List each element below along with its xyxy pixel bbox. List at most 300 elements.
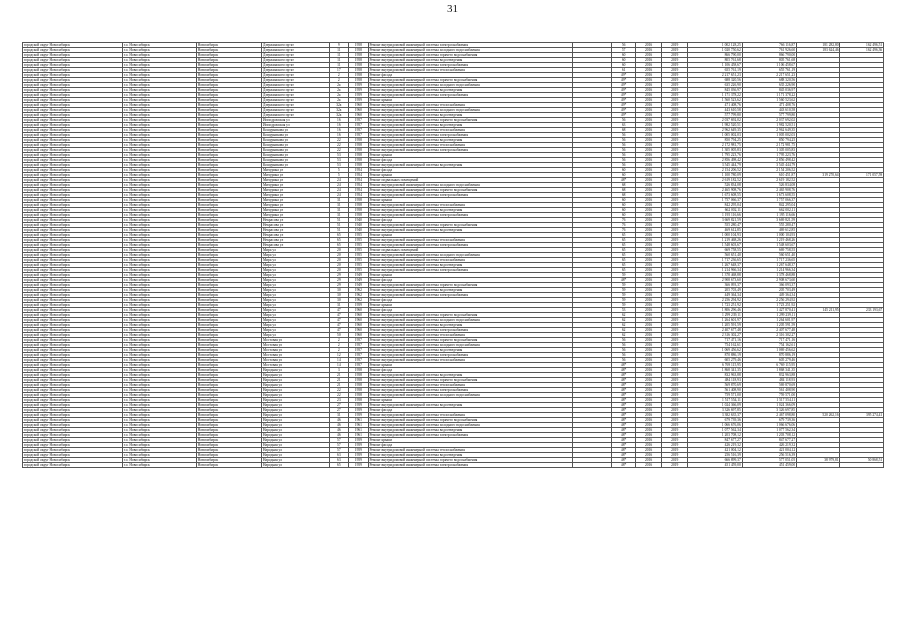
fund-cost-cell: 1 005 002,03 [742, 133, 796, 138]
end-year-cell: 2019 [662, 183, 688, 188]
year-cell: 1961 [349, 423, 369, 428]
start-year-cell: 2016 [636, 308, 662, 313]
local-cost-cell: 50 868,51 [840, 458, 884, 463]
district-cell: г.о. Новосибирск [123, 443, 197, 448]
wear-cell: 56 [612, 163, 636, 168]
district-cell: г.о. Новосибирск [123, 398, 197, 403]
fund-cost-cell: 1 982 520,51 [742, 123, 796, 128]
total-cost-cell: 421 004,12 [688, 448, 742, 453]
house-number-cell: 27 [329, 403, 349, 408]
city-cell: Новосибирск [196, 138, 261, 143]
district-cell: г.о. Новосибирск [123, 328, 197, 333]
start-year-cell: 2016 [636, 48, 662, 53]
street-cell: Народная ул [262, 443, 329, 448]
total-cost-cell: 577 799,80 [688, 113, 742, 118]
fund-cost-cell: 1 517 554,11 [742, 398, 796, 403]
work-type-cell: Ремонт внутридомовой инженерной системы горячего водоснабжения [368, 283, 572, 288]
street-cell: Мичурина ул [262, 208, 329, 213]
fund-cost-cell: 842 295,04 [742, 203, 796, 208]
end-year-cell: 2019 [662, 153, 688, 158]
work-type-cell: Ремонт фасада [368, 158, 572, 163]
municipality-cell: городской округ Новосибирск [23, 88, 123, 93]
start-year-cell: 2016 [636, 138, 662, 143]
wear-cell: 48* [612, 413, 636, 418]
municipality-cell: городской округ Новосибирск [23, 203, 123, 208]
street-cell: Некрасова ул [262, 228, 329, 233]
end-year-cell: 2019 [662, 123, 688, 128]
municipality-cell: городской округ Новосибирск [23, 178, 123, 183]
regional-cost-cell: 145 211,95 [796, 308, 839, 313]
municipality-cell: городской округ Новосибирск [23, 403, 123, 408]
fund-cost-cell: 679 739,36 [742, 418, 796, 423]
street-cell: Мира ул [262, 303, 329, 308]
year-cell: 1960 [349, 308, 369, 313]
work-type-cell: Ремонт внутридомовой инженерной системы водоотведения [368, 348, 572, 353]
start-year-cell: 2016 [636, 418, 662, 423]
district-cell: г.о. Новосибирск [123, 208, 197, 213]
municipality-cell: городской округ Новосибирск [23, 383, 123, 388]
fund-cost-cell: 451 459,00 [742, 463, 796, 468]
wear-cell: 48* [612, 383, 636, 388]
city-cell: Новосибирск [196, 288, 261, 293]
city-cell: Новосибирск [196, 248, 261, 253]
year-cell: 1960 [349, 313, 369, 318]
wear-cell: 76 [612, 218, 636, 223]
municipality-cell: городской округ Новосибирск [23, 418, 123, 423]
total-cost-cell: 3 669 821,59 [688, 218, 742, 223]
house-number-cell: 65 [329, 243, 349, 248]
city-cell: Новосибирск [196, 318, 261, 323]
district-cell: г.о. Новосибирск [123, 423, 197, 428]
municipality-cell: городской округ Новосибирск [23, 173, 123, 178]
house-number-cell: 9 [329, 43, 349, 48]
municipality-cell: городской округ Новосибирск [23, 393, 123, 398]
fund-cost-cell: 655 761,19 [742, 68, 796, 73]
start-year-cell: 2016 [636, 383, 662, 388]
house-number-cell: 29 [329, 278, 349, 283]
start-year-cell: 2016 [636, 428, 662, 433]
city-cell: Новосибирск [196, 83, 261, 88]
house-number-cell: 46 [329, 418, 349, 423]
district-cell: г.о. Новосибирск [123, 293, 197, 298]
district-cell: г.о. Новосибирск [123, 323, 197, 328]
house-number-cell: 16 [329, 123, 349, 128]
fund-cost-cell: 2 619 182,52 [742, 178, 796, 183]
street-cell: Мостовая ул [262, 343, 329, 348]
house-number-cell: 11 [329, 48, 349, 53]
district-cell: г.о. Новосибирск [123, 83, 197, 88]
start-year-cell: 2016 [636, 198, 662, 203]
municipality-cell: городской округ Новосибирск [23, 363, 123, 368]
start-year-cell: 2016 [636, 318, 662, 323]
district-cell: г.о. Новосибирск [123, 238, 197, 243]
table-body [23, 43, 884, 468]
wear-cell: 76 [612, 228, 636, 233]
street-cell: Мира ул [262, 263, 329, 268]
municipality-cell: городской округ Новосибирск [23, 388, 123, 393]
work-type-cell: Ремонт внутридомовой инженерной системы горячего водоснабжения [368, 418, 572, 423]
year-cell: 1958 [349, 53, 369, 58]
city-cell: Новосибирск [196, 103, 261, 108]
fund-cost-cell: 421 004,12 [742, 448, 796, 453]
end-year-cell: 2019 [662, 93, 688, 98]
total-cost-cell: 205 703,49 [688, 288, 742, 293]
house-number-cell: 51 [329, 228, 349, 233]
work-type-cell: Ремонт подвальных помещений [368, 178, 572, 183]
year-cell: 1961 [349, 433, 369, 438]
start-year-cell: 2016 [636, 368, 662, 373]
fund-cost-cell: 3 326 697,85 [742, 408, 796, 413]
regional-cost-cell: 520 262,16 [796, 413, 839, 418]
start-year-cell: 2016 [636, 63, 662, 68]
municipality-cell: городской округ Новосибирск [23, 298, 123, 303]
municipality-cell: городской округ Новосибирск [23, 58, 123, 63]
end-year-cell: 2019 [662, 243, 688, 248]
street-cell: Мира ул [262, 328, 329, 333]
year-cell: 1960 [349, 103, 369, 108]
fund-cost-cell: 1 171 378,22 [742, 93, 796, 98]
year-cell: 1959 [349, 453, 369, 458]
end-year-cell: 2019 [662, 83, 688, 88]
work-type-cell: Ремонт внутридомовой инженерной системы электроснабжения [368, 213, 572, 218]
street-cell: Дзержинского пр-кт [262, 68, 329, 73]
street-cell: Дзержинского пр-кт [262, 73, 329, 78]
wear-cell: 53 [612, 308, 636, 313]
wear-cell: 60 [612, 173, 636, 178]
municipality-cell: городской округ Новосибирск [23, 278, 123, 283]
municipality-cell: городской округ Новосибирск [23, 153, 123, 158]
total-cost-cell: 1 000 104,93 [688, 233, 742, 238]
house-number-cell: 2 [329, 343, 349, 348]
year-cell: 1959 [349, 93, 369, 98]
street-cell: Мира ул [262, 333, 329, 338]
total-cost-cell: 1 069 456,62 [688, 348, 742, 353]
municipality-cell: городской округ Новосибирск [23, 253, 123, 258]
municipality-cell: городской округ Новосибирск [23, 323, 123, 328]
wear-cell: 49* [612, 113, 636, 118]
fund-cost-cell: 484 118,93 [742, 378, 796, 383]
district-cell: г.о. Новосибирск [123, 103, 197, 108]
work-type-cell: Ремонт внутридомовой инженерной системы теплоснабжения [368, 333, 572, 338]
fund-cost-cell: 449 364,34 [742, 293, 796, 298]
end-year-cell: 2019 [662, 168, 688, 173]
wear-cell: 59 [612, 298, 636, 303]
work-type-cell: Ремонт внутридомовой инженерной системы горячего водоснабжения [368, 53, 572, 58]
year-cell: 1954 [349, 193, 369, 198]
street-cell: Народная ул [262, 378, 329, 383]
wear-cell: 56 [612, 138, 636, 143]
street-cell: Дзержинского пр-кт [262, 93, 329, 98]
house-number-cell: 31 [329, 303, 349, 308]
house-number-cell: 21 [329, 378, 349, 383]
fund-cost-cell: 850 794,25 [742, 138, 796, 143]
year-cell: 1958 [349, 373, 369, 378]
street-cell: Мира ул [262, 288, 329, 293]
year-cell: 1958 [349, 208, 369, 213]
street-cell: Мира ул [262, 323, 329, 328]
municipality-cell: городской округ Новосибирск [23, 193, 123, 198]
wear-cell: 65 [612, 233, 636, 238]
fund-cost-cell: 845 036,97 [742, 88, 796, 93]
district-cell: г.о. Новосибирск [123, 308, 197, 313]
year-cell: 1960 [349, 328, 369, 333]
start-year-cell: 2016 [636, 188, 662, 193]
work-type-cell: Ремонт внутридомовой инженерной системы теплоснабжения [368, 103, 572, 108]
end-year-cell: 2019 [662, 333, 688, 338]
district-cell: г.о. Новосибирск [123, 218, 197, 223]
table-row [23, 463, 884, 468]
wear-cell: 48* [612, 278, 636, 283]
street-cell: Мостовая ул [262, 353, 329, 358]
end-year-cell: 2019 [662, 448, 688, 453]
municipality-cell: городской округ Новосибирск [23, 68, 123, 73]
district-cell: г.о. Новосибирск [123, 178, 197, 183]
total-cost-cell: 847 677,27 [688, 438, 742, 443]
street-cell: Дзержинского пр-кт [262, 63, 329, 68]
wear-cell: 48* [612, 423, 636, 428]
work-type-cell: Ремонт внутридомовой инженерной системы водоотведения [368, 263, 572, 268]
house-number-cell: 2 [329, 338, 349, 343]
end-year-cell: 2019 [662, 223, 688, 228]
end-year-cell: 2019 [662, 363, 688, 368]
city-cell: Новосибирск [196, 193, 261, 198]
start-year-cell: 2016 [636, 348, 662, 353]
work-type-cell: Ремонт внутридомовой инженерной системы электроснабжения [368, 93, 572, 98]
total-cost-cell: 635 226,90 [688, 83, 742, 88]
city-cell: Новосибирск [196, 188, 261, 193]
total-cost-cell: 6 769 115,95 [688, 363, 742, 368]
work-type-cell: Ремонт внутридомовой инженерной системы водоотведения [368, 88, 572, 93]
start-year-cell: 2016 [636, 243, 662, 248]
wear-cell: 60 [612, 168, 636, 173]
city-cell: Новосибирск [196, 143, 261, 148]
street-cell: Дзержинского пр-кт [262, 108, 329, 113]
district-cell: г.о. Новосибирск [123, 158, 197, 163]
regional-cost-cell: 183 624,46 [796, 48, 839, 53]
start-year-cell: 2016 [636, 343, 662, 348]
district-cell: г.о. Новосибирск [123, 223, 197, 228]
house-number-cell: 2а [329, 83, 349, 88]
work-type-cell: Ремонт внутридомовой инженерной системы холодного водоснабжения [368, 83, 572, 88]
work-type-cell: Ремонт фасада [368, 278, 572, 283]
municipality-cell: городской округ Новосибирск [23, 123, 123, 128]
district-cell: г.о. Новосибирск [123, 168, 197, 173]
start-year-cell: 2016 [636, 248, 662, 253]
municipality-cell: городской округ Новосибирск [23, 233, 123, 238]
fund-cost-cell: 688 320,56 [742, 78, 796, 83]
district-cell: г.о. Новосибирск [123, 243, 197, 248]
total-cost-cell: 471 408,76 [688, 103, 742, 108]
city-cell: Новосибирск [196, 238, 261, 243]
street-cell: Кошурникова ул [262, 163, 329, 168]
city-cell: Новосибирск [196, 303, 261, 308]
start-year-cell: 2016 [636, 293, 662, 298]
year-cell: 1958 [349, 68, 369, 73]
end-year-cell: 2019 [662, 428, 688, 433]
municipality-cell: городской округ Новосибирск [23, 188, 123, 193]
city-cell: Новосибирск [196, 388, 261, 393]
start-year-cell: 2016 [636, 178, 662, 183]
end-year-cell: 2019 [662, 398, 688, 403]
municipality-cell: городской округ Новосибирск [23, 78, 123, 83]
wear-cell: 65 [612, 243, 636, 248]
start-year-cell: 2016 [636, 353, 662, 358]
district-cell: г.о. Новосибирск [123, 288, 197, 293]
year-cell: 1961 [349, 418, 369, 423]
wear-cell: 56 [612, 143, 636, 148]
municipality-cell: городской округ Новосибирск [23, 443, 123, 448]
district-cell: г.о. Новосибирск [123, 278, 197, 283]
house-number-cell: 32а [329, 108, 349, 113]
street-cell: Мира ул [262, 278, 329, 283]
end-year-cell: 2019 [662, 273, 688, 278]
wear-cell: 60 [612, 58, 636, 63]
house-number-cell: 65 [329, 233, 349, 238]
start-year-cell: 2016 [636, 283, 662, 288]
capital-repair-table [22, 42, 884, 468]
year-cell: 1958 [349, 398, 369, 403]
fund-cost-cell: 805 761,68 [742, 58, 796, 63]
year-cell: 1954 [349, 178, 369, 183]
year-cell: 1955 [349, 248, 369, 253]
total-cost-cell: 1 267 648,37 [688, 263, 742, 268]
work-type-cell: Ремонт внутридомовой инженерной системы холодного водоснабжения [368, 318, 572, 323]
end-year-cell: 2019 [662, 138, 688, 143]
municipality-cell: городской округ Новосибирск [23, 183, 123, 188]
end-year-cell: 2019 [662, 393, 688, 398]
total-cost-cell: 366 093,37 [688, 283, 742, 288]
wear-cell: 48* [612, 398, 636, 403]
work-type-cell: Ремонт крыши [368, 438, 572, 443]
fund-cost-cell: 1 673 608,55 [742, 193, 796, 198]
work-type-cell: Ремонт фасада [368, 443, 572, 448]
street-cell: Народная ул [262, 373, 329, 378]
street-cell: Мира ул [262, 318, 329, 323]
house-number-cell: 23 [329, 398, 349, 403]
total-cost-cell: 3 545 444,79 [688, 163, 742, 168]
year-cell: 1955 [349, 268, 369, 273]
wear-cell: 60 [612, 203, 636, 208]
street-cell: Дзержинского пр-кт [262, 113, 329, 118]
street-cell: Дзержинского пр-кт [262, 83, 329, 88]
year-cell: 1958 [349, 78, 369, 83]
municipality-cell: городской округ Новосибирск [23, 438, 123, 443]
start-year-cell: 2016 [636, 83, 662, 88]
start-year-cell: 2016 [636, 88, 662, 93]
fund-cost-cell: 1 077 562,34 [742, 428, 796, 433]
district-cell: г.о. Новосибирск [123, 68, 197, 73]
street-cell: Народная ул [262, 423, 329, 428]
district-cell: г.о. Новосибирск [123, 403, 197, 408]
street-cell: Дзержинского пр-кт [262, 88, 329, 93]
work-type-cell: Ремонт внутридомовой инженерной системы электроснабжения [368, 268, 572, 273]
district-cell: г.о. Новосибирск [123, 48, 197, 53]
total-cost-cell: 866 790,00 [688, 53, 742, 58]
year-cell: 1958 [349, 213, 369, 218]
total-cost-cell: 560 651,40 [688, 253, 742, 258]
municipality-cell: городской округ Новосибирск [23, 143, 123, 148]
city-cell: Новосибирск [196, 223, 261, 228]
year-cell: 1959 [349, 448, 369, 453]
work-type-cell: Ремонт крыши [368, 303, 572, 308]
year-cell: 1960 [349, 323, 369, 328]
year-cell: 1940 [349, 218, 369, 223]
city-cell: Новосибирск [196, 463, 261, 468]
house-number-cell: 3 [329, 368, 349, 373]
fund-cost-cell: 577 051,05 [742, 458, 796, 463]
city-cell: Новосибирск [196, 368, 261, 373]
end-year-cell: 2019 [662, 103, 688, 108]
city-cell: Новосибирск [196, 293, 261, 298]
start-year-cell: 2016 [636, 363, 662, 368]
end-year-cell: 2019 [662, 128, 688, 133]
house-number-cell: 31 [329, 198, 349, 203]
municipality-cell: городской округ Новосибирск [23, 53, 123, 58]
street-cell: Мира ул [262, 258, 329, 263]
work-type-cell: Ремонт фасада [368, 168, 572, 173]
year-cell: 1959 [349, 98, 369, 103]
start-year-cell: 2016 [636, 388, 662, 393]
fund-cost-cell: 1 548 603,67 [742, 243, 796, 248]
total-cost-cell: 526 834,08 [688, 183, 742, 188]
fund-cost-cell: 635 226,90 [742, 83, 796, 88]
street-cell: Дзержинского пр-кт [262, 43, 329, 48]
work-type-cell: Ремонт внутридомовой инженерной системы электроснабжения [368, 133, 572, 138]
house-number-cell: 17 [329, 68, 349, 73]
street-cell: Некрасова ул [262, 243, 329, 248]
work-type-cell: Ремонт крыши [368, 198, 572, 203]
wear-cell: 56 [612, 343, 636, 348]
work-type-cell: Ремонт внутридомовой инженерной системы электроснабжения [368, 328, 572, 333]
start-year-cell: 2016 [636, 258, 662, 263]
start-year-cell: 2016 [636, 93, 662, 98]
municipality-cell: городской округ Новосибирск [23, 118, 123, 123]
fund-cost-cell: 3 545 444,79 [742, 163, 796, 168]
district-cell: г.о. Новосибирск [123, 268, 197, 273]
street-cell: Мира ул [262, 293, 329, 298]
house-number-cell: 2а [329, 88, 349, 93]
district-cell: г.о. Новосибирск [123, 123, 197, 128]
wear-cell: 49* [612, 73, 636, 78]
house-number-cell: 20 [329, 268, 349, 273]
district-cell: г.о. Новосибирск [123, 138, 197, 143]
house-number-cell: 47 [329, 323, 349, 328]
wear-cell: 68 [612, 188, 636, 193]
total-cost-cell: 1 219 468,26 [688, 238, 742, 243]
house-number-cell: 5 [329, 168, 349, 173]
end-year-cell: 2019 [662, 213, 688, 218]
house-number-cell: 47 [329, 328, 349, 333]
municipality-cell: городской округ Новосибирск [23, 433, 123, 438]
house-number-cell: 11 [329, 53, 349, 58]
work-type-cell: Ремонт внутридомовой инженерной системы водоотведения [368, 403, 572, 408]
year-cell: 1957 [349, 128, 369, 133]
start-year-cell: 2016 [636, 453, 662, 458]
year-cell: 1958 [349, 63, 369, 68]
start-year-cell: 2016 [636, 118, 662, 123]
year-cell: 1960 [349, 318, 369, 323]
fund-cost-cell: 469 612,85 [742, 228, 796, 233]
work-type-cell: Ремонт внутридомовой инженерной системы теплоснабжения [368, 448, 572, 453]
year-cell: 1958 [349, 388, 369, 393]
city-cell: Новосибирск [196, 213, 261, 218]
district-cell: г.о. Новосибирск [123, 363, 197, 368]
district-cell: г.о. Новосибирск [123, 43, 197, 48]
work-type-cell: Ремонт внутридомовой инженерной системы холодного водоснабжения [368, 423, 572, 428]
work-type-cell: Ремонт внутридомовой инженерной системы теплоснабжения [368, 128, 572, 133]
wear-cell: 63 [612, 123, 636, 128]
street-cell: Народная ул [262, 398, 329, 403]
